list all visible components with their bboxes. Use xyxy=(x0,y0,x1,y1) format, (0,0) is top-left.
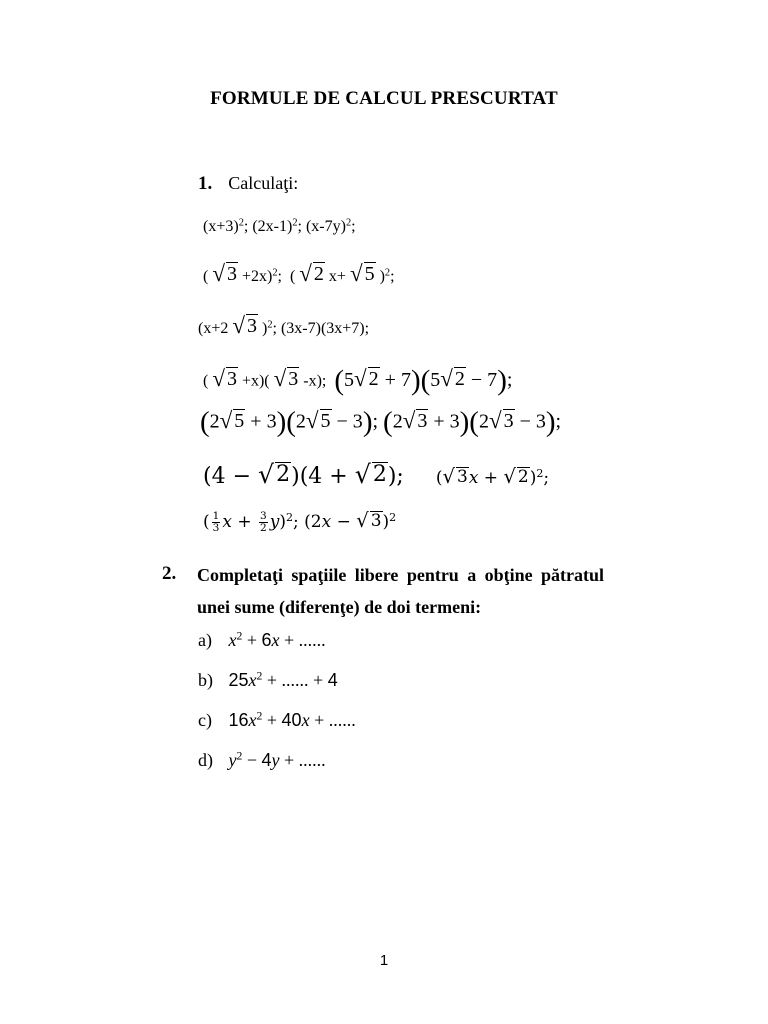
answer-a-label: a) xyxy=(198,630,212,650)
expression-line-2: ( √ 3 +2x)$^2$; ( √ 2 x+ √ 5 )$^2$; xyxy=(203,261,395,286)
answer-b-label: b) xyxy=(198,670,213,690)
page-title: FORMULE DE CALCUL PRESCURTAT xyxy=(210,88,558,109)
page-number: 1 xyxy=(379,952,389,969)
expression-line-3: (x+2 √ 3 )$^2$; (3x-7)(3x+7); xyxy=(198,313,370,338)
answer-c-label: c) xyxy=(198,710,212,730)
exercise-1-number: 1. xyxy=(198,173,213,194)
expression-line-6: (4 − √ 2 )(4 + √ 2 ); ( √ 3 x + √ 2 )$^2$; xyxy=(203,460,550,489)
exercise-1-heading: Calculaţi: xyxy=(228,173,299,193)
exercise-1-header xyxy=(198,173,298,195)
answer-c: c) $16x^2 + 40x$ + ...... xyxy=(198,709,356,730)
answer-d: d) $y^2 - 4y$ + ...... xyxy=(198,749,326,770)
answer-d-label: d) xyxy=(198,750,213,770)
expression-line-7: ( $\frac{1}{3}$ x + $\frac{3}{2}$ y)$^2$; (2x − √ 3 )$^2$ xyxy=(203,509,397,535)
exercise-2-number: 2. xyxy=(162,563,177,584)
expression-line-5: (2 √ 5 + 3)(2 √ 5 − 3); (2 √ 3 + 3)(2 √ 3 − 3); xyxy=(200,406,562,438)
expression-line-1: $(x+3)^2$; $(2x-1)^2$; $(x-7y)^2$; xyxy=(203,217,356,235)
answer-b: b) $25x^2$ + ...... + 4 xyxy=(198,669,338,690)
expression-line-4: ( √ 3 +x)( √ 3 -x); (5 √ 2 + 7)(5 √ 2 − 7); xyxy=(203,364,513,396)
answer-a: a) $x^2 + 6x$ + ...... xyxy=(198,629,326,650)
exercise-2-text: Completaţi spaţiile libere pentru a obţine pătratul unei sume (diferenţe) de doi termeni: xyxy=(197,565,604,617)
